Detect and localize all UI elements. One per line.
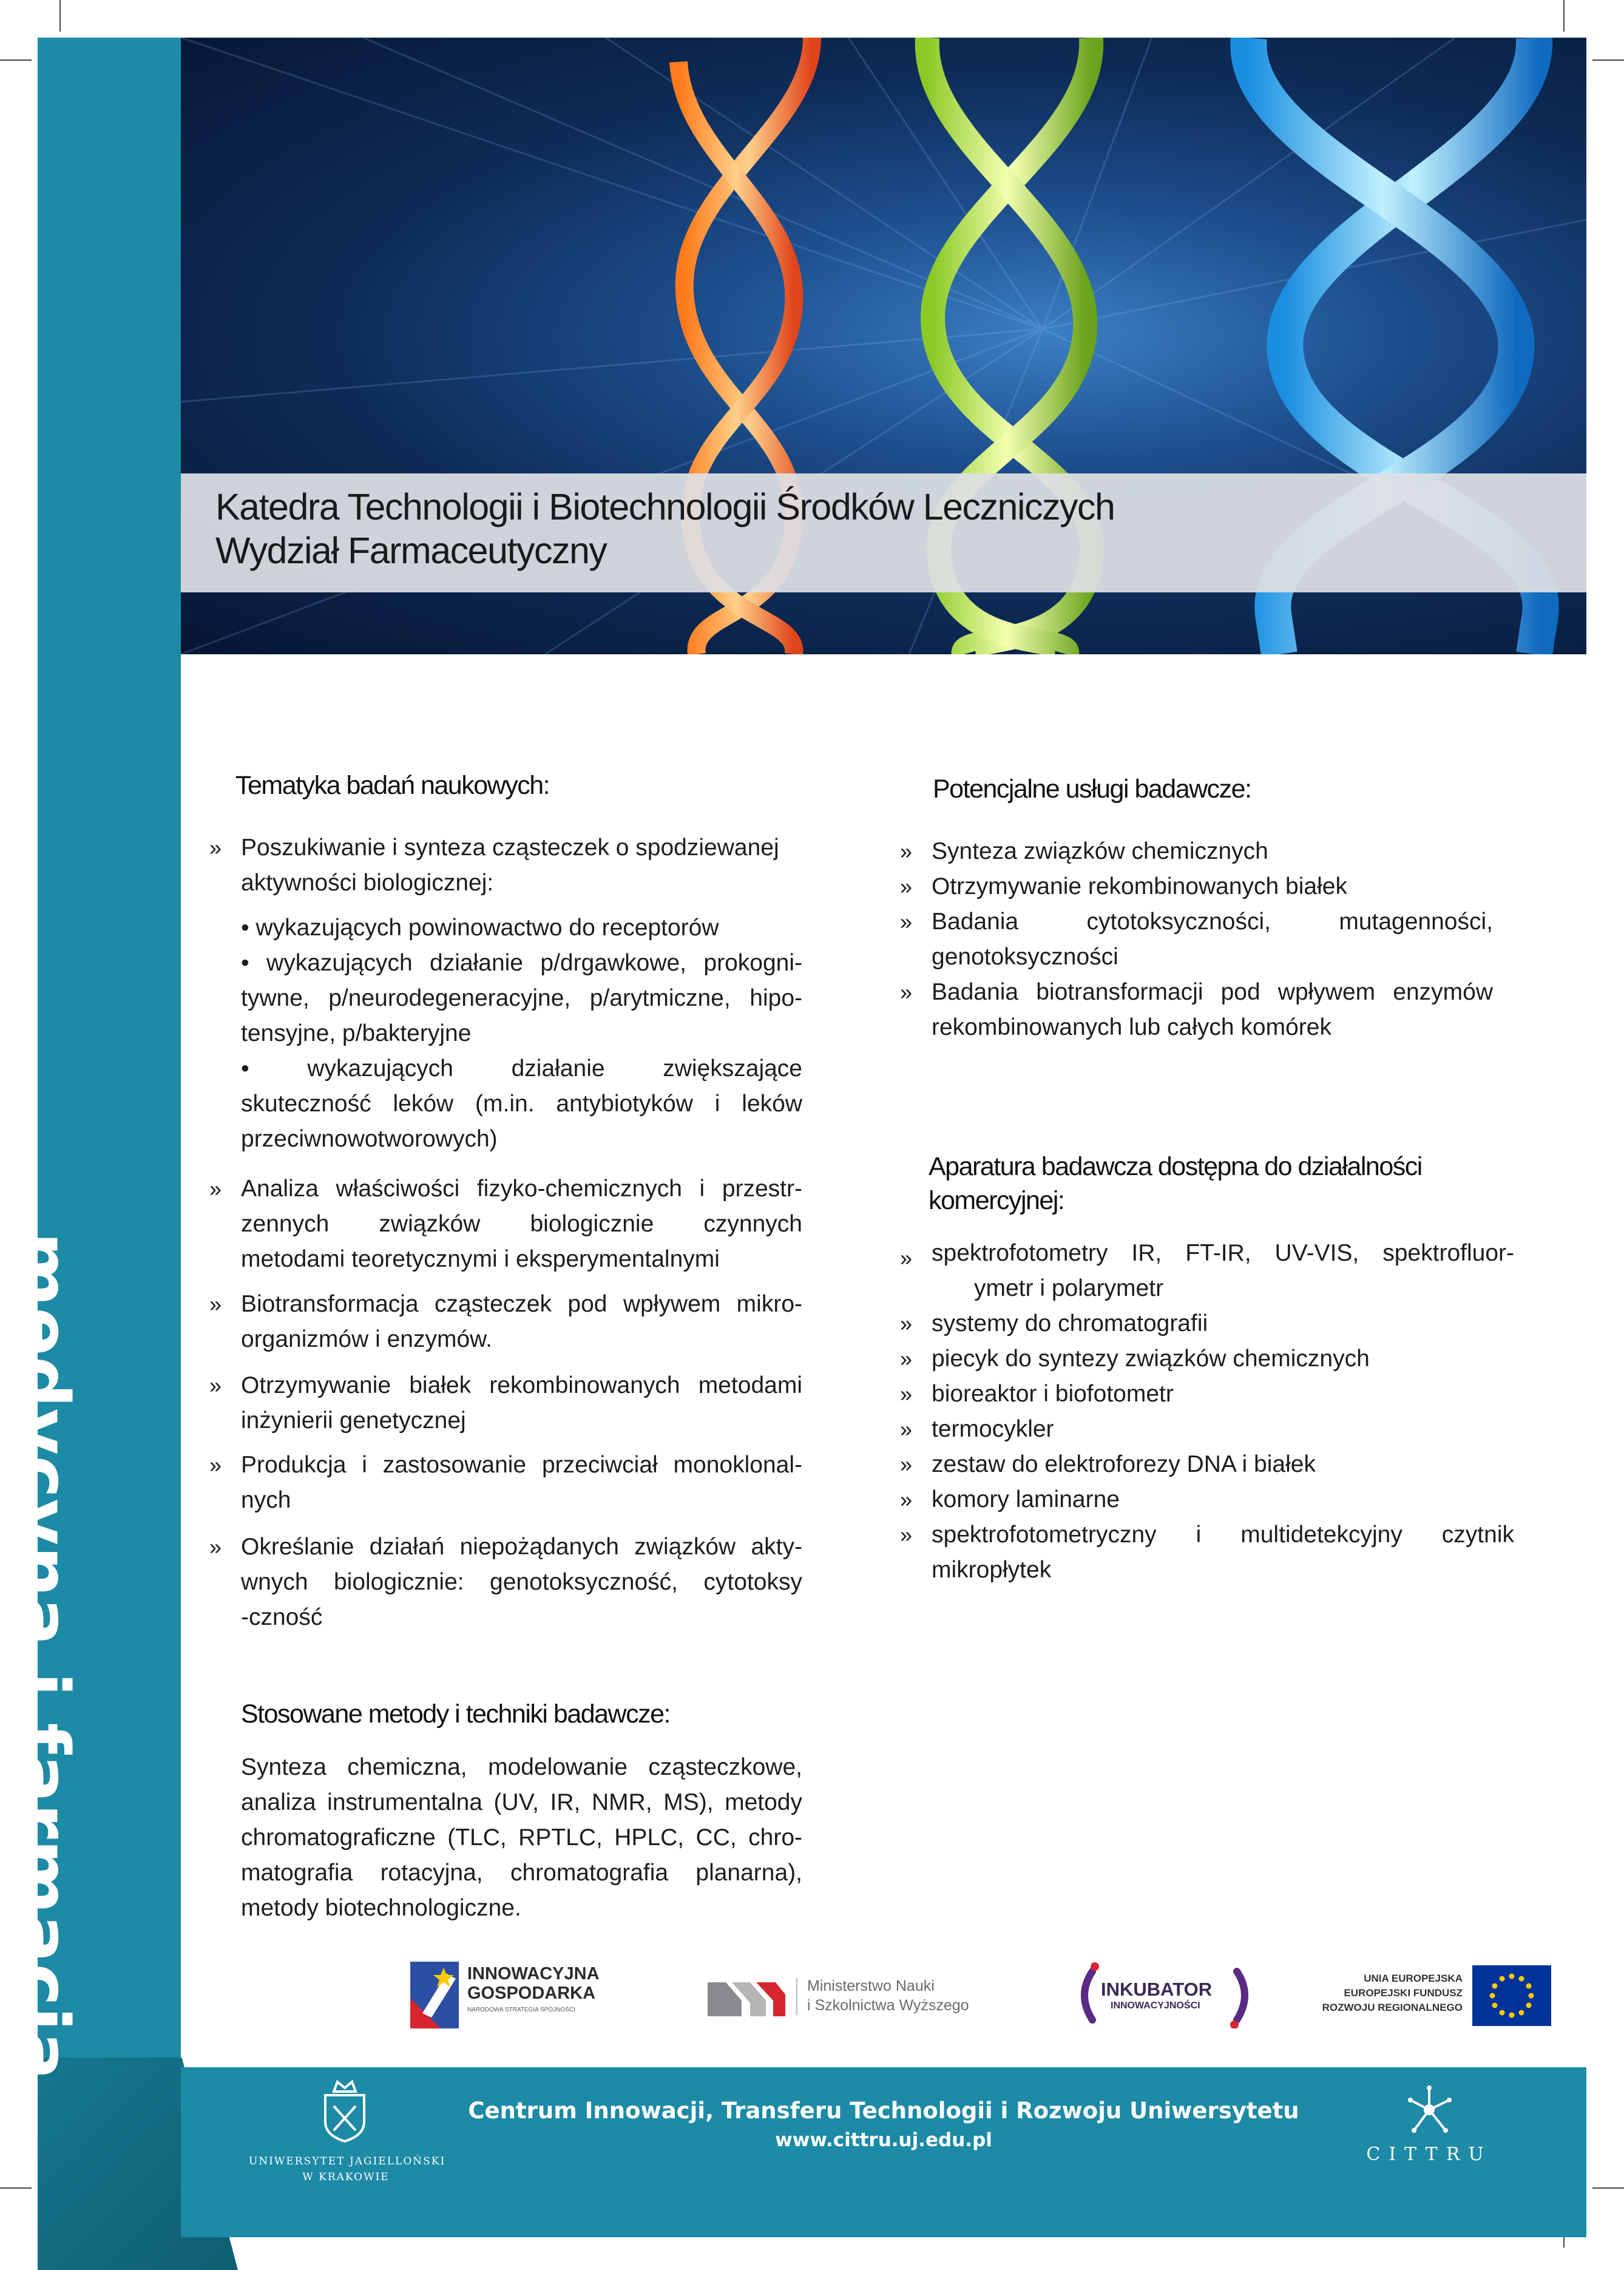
ministry-mark-icon — [708, 1976, 787, 2016]
item-line: ymetr i polarymetr — [974, 1275, 1164, 1301]
eu-fund-logo — [1293, 1964, 1554, 2027]
item-line: spektrofotometry IR, FT-IR, UV-VIS, spektrofluor- — [932, 1240, 1514, 1266]
ministry-logo — [708, 1974, 999, 2022]
uj-line: UNIWERSYTET JAGIELLOŃSKI — [249, 2155, 446, 2167]
ig-flag-icon — [410, 1962, 459, 2028]
equipment-item — [900, 1412, 1514, 1447]
crop-mark — [1592, 59, 1624, 61]
paragraph-line: matografia rotacyjna, chromatografia planarna), — [241, 1860, 802, 1886]
cittru-star-icon — [1402, 2085, 1457, 2134]
item-line: nych — [241, 1487, 291, 1513]
equipment-item — [900, 1482, 1514, 1517]
equipment-item — [900, 1341, 1514, 1377]
paragraph-line: metody biotechnologiczne. — [241, 1895, 521, 1921]
item-line: rekombinowanych lub całych komórek — [932, 1014, 1331, 1040]
service-item — [900, 904, 1493, 975]
methods-heading: Stosowane metody i techniki badawcze: — [241, 1699, 670, 1729]
crop-mark — [0, 59, 32, 61]
item-line: -czność — [241, 1604, 323, 1630]
item-line: Badania biotransformacji pod wpływem enzymów — [932, 979, 1493, 1005]
equipment-item — [900, 1517, 1514, 1588]
cittru-wordmark: CITTRU — [1366, 2144, 1492, 2165]
crop-mark — [0, 2187, 32, 2189]
paragraph-line: analiza instrumentalna (UV, IR, NMR, MS), metody — [241, 1789, 802, 1815]
item-line: wnych biologicznie: genotoksyczność, cytotoksy — [241, 1569, 802, 1595]
item-line: zennych związków biologicznie czynnych — [241, 1211, 802, 1237]
sub-item-line: tywne, p/neurodegeneracyjne, p/arytmiczne, hipo- — [241, 985, 802, 1011]
sub-item-line: skuteczność leków (m.in. antybiotyków i leków — [241, 1091, 802, 1117]
research-topics-heading: Tematyka badań naukowych: — [235, 771, 550, 800]
services-heading: Potencjalne usługi badawcze: — [933, 774, 1251, 804]
footer-url-link[interactable]: www.cittru.uj.edu.pl — [775, 2129, 992, 2151]
item-line: spektrofotometryczny i multidetekcyjny czytnik — [932, 1522, 1514, 1548]
item-line: Otrzymywanie białek rekombinowanych metodami — [241, 1372, 802, 1398]
item-line: piecyk do syntezy związków chemicznych — [932, 1346, 1370, 1372]
ig-line: GOSPODARKA — [467, 1984, 596, 2003]
bullet-marker: » — [900, 1311, 913, 1336]
equipment-item — [900, 1306, 1514, 1341]
bullet-marker: » — [209, 1292, 222, 1316]
ministry-line: i Szkolnictwa Wyższego — [807, 1997, 969, 2014]
item-line: metodami teoretycznymi i eksperymentalnymi — [241, 1246, 720, 1272]
bullet-marker: » — [209, 1373, 222, 1398]
item-line: Poszukiwanie i synteza cząsteczek o spodziewanej — [241, 835, 779, 861]
crop-mark — [59, 0, 61, 32]
equipment-heading — [929, 1150, 1422, 1218]
item-line: genotoksyczności — [932, 944, 1118, 970]
heading-line: komercyjnej: — [929, 1186, 1064, 1215]
research-topic-item — [209, 1171, 802, 1277]
eu-line: ROZWOJU REGIONALNEGO — [1322, 2002, 1463, 2013]
research-topic-item — [209, 1448, 802, 1518]
item-line: organizmów i enzymów. — [241, 1326, 492, 1352]
research-topic-item — [209, 1368, 802, 1438]
bullet-marker: » — [900, 1452, 913, 1477]
uj-line: W KRAKOWIE — [302, 2171, 390, 2183]
research-topic-item — [209, 1287, 802, 1357]
item-line: zestaw do elektroforezy DNA i białek — [932, 1451, 1316, 1477]
research-subitem-list — [241, 910, 802, 1157]
item-line: Biotransformacja cząsteczek pod wpływem mikro- — [241, 1291, 802, 1317]
paragraph-line: Synteza chemiczna, modelowanie cząsteczkowe, — [241, 1754, 802, 1780]
bullet-marker: » — [900, 1522, 913, 1547]
service-item — [900, 975, 1493, 1045]
bullet-marker: » — [900, 1381, 913, 1406]
footer-title: Centrum Innowacji, Transferu Technologii i Rozwoju Uniwersytetu — [468, 2098, 1299, 2124]
methods-paragraph — [241, 1750, 802, 1926]
crop-mark — [1592, 2187, 1624, 2189]
bullet-marker: » — [900, 874, 913, 899]
bullet-marker: » — [900, 1346, 913, 1371]
item-line: mikropłytek — [932, 1557, 1052, 1583]
item-line: Synteza związków chemicznych — [932, 838, 1268, 864]
bullet-marker: » — [900, 1417, 913, 1442]
side-label-text: medycyna i farmacja — [1, 1232, 85, 2081]
item-line: Analiza właściwości fizyko-chemicznych i przestr- — [241, 1176, 802, 1202]
service-item — [900, 834, 1493, 869]
crop-mark — [1563, 0, 1565, 32]
service-item — [900, 869, 1493, 904]
heading-line: Aparatura badawcza dostępna do działalności — [929, 1152, 1422, 1181]
research-topic-item — [209, 830, 802, 901]
bullet-marker: » — [900, 1245, 913, 1270]
item-line: Określanie działań niepożądanych związków akty- — [241, 1534, 802, 1560]
cittru-logo — [1359, 2085, 1499, 2177]
research-topic-item — [209, 1530, 802, 1635]
item-line: bioreaktor i biofotometr — [932, 1381, 1174, 1407]
bullet-marker: » — [209, 1176, 222, 1201]
bullet-marker: » — [900, 1487, 913, 1512]
sub-item-line: • wykazujących powinowactwo do receptorów — [241, 915, 719, 941]
bullet-marker: » — [900, 909, 913, 934]
bullet-marker: » — [900, 839, 913, 864]
item-line: Otrzymywanie rekombinowanych białek — [932, 873, 1347, 900]
ig-line: INNOWACYJNA — [467, 1964, 600, 1984]
item-line: Badania cytotoksyczności, mutagenności, — [932, 909, 1493, 935]
sub-item-line: • wykazujących działanie p/drgawkowe, prokogni- — [241, 950, 802, 976]
bullet-marker: » — [209, 1452, 222, 1477]
inkubator-line: INKUBATOR — [1101, 1979, 1213, 2000]
item-line: komory laminarne — [932, 1486, 1120, 1513]
page-title: Katedra Technologii i Biotechnologii Środków Leczniczych — [215, 486, 1115, 527]
item-line: inżynierii genetycznej — [241, 1408, 466, 1434]
item-line: aktywności biologicznej: — [241, 870, 494, 896]
bullet-marker: » — [209, 835, 222, 860]
item-line: termocykler — [932, 1416, 1054, 1442]
eu-flag-icon — [1472, 1965, 1551, 2026]
innowacyjna-gospodarka-logo — [410, 1962, 641, 2028]
equipment-item — [900, 1447, 1514, 1482]
ig-subline: NARODOWA STRATEGIA SPÓJNOŚCI — [467, 2007, 575, 2013]
ministry-line: Ministerstwo Nauki — [807, 1977, 935, 1994]
page-subtitle: Wydział Farmaceutyczny — [215, 530, 607, 571]
sub-item-line: • wykazujących działanie zwiększające — [241, 1055, 802, 1082]
equipment-item — [900, 1236, 1514, 1306]
paragraph-line: chromatograficzne (TLC, RPTLC, HPLC, CC, chro- — [241, 1824, 802, 1851]
eu-line: UNIA EUROPEJSKA — [1364, 1973, 1463, 1984]
inkubator-logo — [1074, 1962, 1256, 2028]
bullet-marker: » — [209, 1534, 222, 1559]
sub-item-line: tensyjne, p/bakteryjne — [241, 1020, 472, 1046]
sub-item-line: przeciwnowotworowych) — [241, 1126, 498, 1152]
equipment-item — [900, 1377, 1514, 1412]
item-line: systemy do chromatografii — [932, 1310, 1208, 1337]
bullet-marker: » — [900, 980, 913, 1005]
inkubator-line: INNOWACYJNOŚCI — [1111, 2001, 1200, 2011]
eu-line: EUROPEJSKI FUNDUSZ — [1344, 1987, 1463, 1999]
item-line: Produkcja i zastosowanie przeciwciał monoklonal- — [241, 1452, 802, 1478]
